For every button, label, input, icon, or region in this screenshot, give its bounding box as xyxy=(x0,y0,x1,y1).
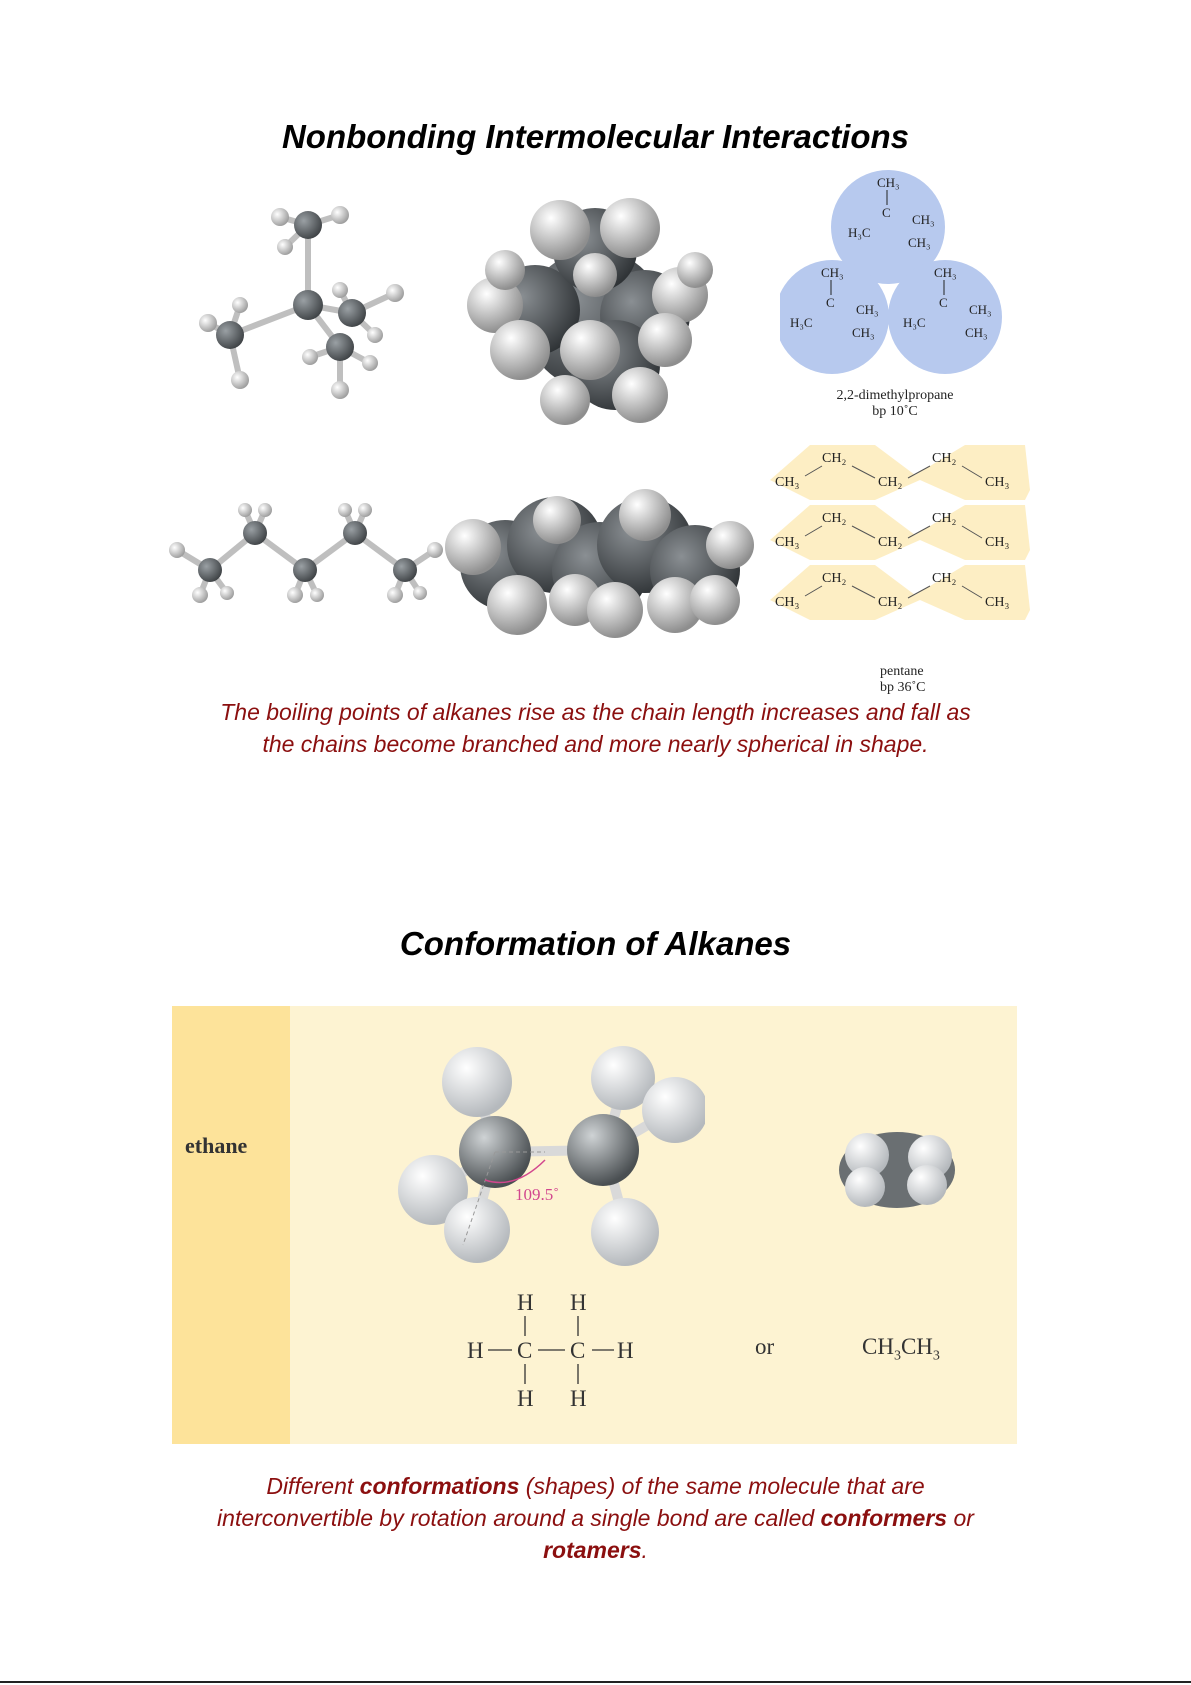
or-text: or xyxy=(755,1334,775,1359)
caption-line-2: the chains become branched and more nearly spherical in shape. xyxy=(262,731,929,757)
pentane-formula-diagram xyxy=(770,440,1030,640)
term-conformers: conformers xyxy=(820,1505,948,1531)
caption2-part5: . xyxy=(641,1537,648,1563)
pentane-label xyxy=(880,664,926,696)
caption2-part1: Different xyxy=(266,1473,360,1499)
term-conformations: conformations xyxy=(359,1473,520,1499)
conformers-caption xyxy=(150,1470,1041,1566)
pentane-ball-stick-model xyxy=(165,495,450,610)
term-rotamers: rotamers xyxy=(543,1537,642,1563)
condensed-formula: $CH_3CH_3$ xyxy=(862,1334,940,1364)
ethane-ball-stick-model xyxy=(385,1040,705,1280)
svg-text:H₃C: H₃C xyxy=(848,225,871,240)
svg-text:CH₃: CH₃ xyxy=(877,175,900,190)
section-title-intermolecular: Nonbonding Intermolecular Interactions xyxy=(281,118,910,155)
svg-text:CH₃: CH₃ xyxy=(965,325,988,340)
bottom-rule xyxy=(0,1681,1191,1683)
svg-text:C: C xyxy=(882,205,891,220)
svg-text:CH₃: CH₃ xyxy=(852,325,875,340)
svg-text:H: H xyxy=(517,1386,534,1411)
svg-text:H: H xyxy=(617,1338,634,1363)
svg-text:H: H xyxy=(517,1290,534,1315)
molecule-label: ethane xyxy=(185,1133,248,1158)
svg-text:CH₂: CH₂ xyxy=(822,511,847,526)
svg-text:CH₂: CH₂ xyxy=(878,595,903,610)
svg-text:CH₃: CH₃ xyxy=(856,302,879,317)
neopentane-name: 2,2-dimethylpropane xyxy=(836,388,954,403)
neopentane-bp: bp 10˚C xyxy=(872,404,918,419)
svg-text:CH₃: CH₃ xyxy=(775,535,800,550)
neopentane-ball-stick-model xyxy=(180,195,430,425)
neopentane-formula-diagram xyxy=(780,170,1025,430)
svg-text:H₃C: H₃C xyxy=(903,315,926,330)
ethane-space-filling-model xyxy=(835,1125,965,1215)
svg-text:C: C xyxy=(939,295,948,310)
svg-text:CH₂: CH₂ xyxy=(822,571,847,586)
caption-line-1: The boiling points of alkanes rise as the chain length increases and fall as xyxy=(220,699,971,725)
neopentane-space-filling-model xyxy=(465,190,725,445)
svg-text:H: H xyxy=(570,1290,587,1315)
pentane-space-filling-model xyxy=(445,485,755,645)
svg-text:H₃C: H₃C xyxy=(790,315,813,330)
svg-text:CH₂: CH₂ xyxy=(932,571,957,586)
svg-text:CH₃: CH₃ xyxy=(969,302,992,317)
bond-angle-label: 109.5˚ xyxy=(515,1185,559,1204)
svg-text:CH₃: CH₃ xyxy=(775,475,800,490)
svg-text:CH₃: CH₃ xyxy=(985,595,1010,610)
svg-text:C: C xyxy=(517,1338,533,1363)
svg-text:CH₃: CH₃ xyxy=(934,265,957,280)
ethane-lewis-structure xyxy=(462,1288,662,1413)
ethane-label-column xyxy=(172,1006,290,1444)
svg-text:CH₃: CH₃ xyxy=(821,265,844,280)
pentane-name: pentane xyxy=(880,664,924,679)
boiling-point-caption xyxy=(100,696,1091,760)
caption2-part3: interconvertible by rotation around a single bond are called xyxy=(217,1505,821,1531)
svg-text:CH₃: CH₃ xyxy=(985,535,1010,550)
caption2-part4: or xyxy=(947,1505,974,1531)
ethane-structural-formula xyxy=(462,1288,662,1419)
svg-text:CH₂: CH₂ xyxy=(878,535,903,550)
svg-text:H: H xyxy=(570,1386,587,1411)
svg-text:CH₂: CH₂ xyxy=(822,451,847,466)
svg-text:CH₂: CH₂ xyxy=(932,511,957,526)
caption2-part2: (shapes) of the same molecule that are xyxy=(519,1473,925,1499)
svg-text:CH₃: CH₃ xyxy=(775,595,800,610)
svg-text:CH₃: CH₃ xyxy=(908,235,931,250)
svg-text:C: C xyxy=(826,295,835,310)
svg-text:CH₃: CH₃ xyxy=(912,212,935,227)
section-title-conformation: Conformation of Alkanes xyxy=(399,925,792,962)
svg-text:C: C xyxy=(570,1338,586,1363)
svg-text:H: H xyxy=(467,1338,484,1363)
svg-text:CH₃: CH₃ xyxy=(985,475,1010,490)
svg-text:CH₂: CH₂ xyxy=(932,451,957,466)
pentane-bp: bp 36˚C xyxy=(880,680,926,695)
svg-text:CH₂: CH₂ xyxy=(878,475,903,490)
